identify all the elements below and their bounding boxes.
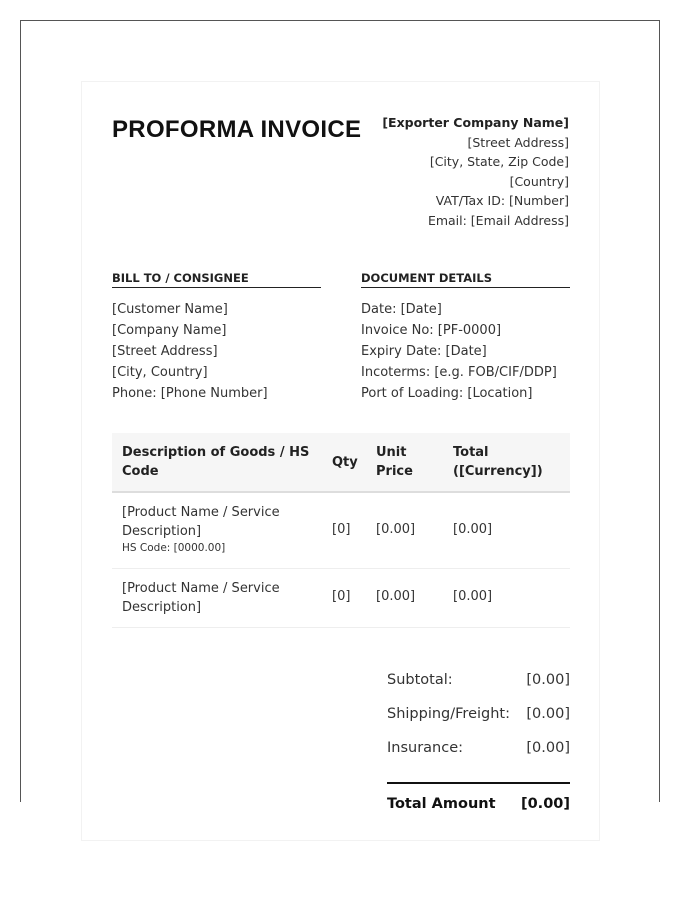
port-of-loading: Port of Loading: [Location] — [361, 386, 533, 401]
insurance-value: [0.00] — [526, 740, 570, 756]
expiry-date: Expiry Date: [Date] — [361, 344, 487, 359]
totals-section — [387, 672, 570, 822]
header-unit-price: Unit Price — [376, 445, 413, 479]
invoice-number: Invoice No: [PF-0000] — [361, 323, 502, 338]
item-hs-code: HS Code: [0000.00] — [122, 542, 226, 554]
bill-to-details — [112, 299, 268, 404]
shipping-row — [387, 706, 570, 740]
total-amount-value: [0.00] — [520, 796, 570, 812]
shipping-value: [0.00] — [526, 706, 570, 722]
subtotal-value: [0.00] — [526, 672, 570, 688]
customer-name: [Customer Name] — [112, 302, 228, 317]
item-description: [Product Name / Service Description] — [122, 581, 280, 615]
incoterms: Incoterms: [e.g. FOB/CIF/DDP] — [361, 365, 557, 380]
item-total: [0.00] — [453, 522, 493, 537]
header-description: Description of Goods / HS Code — [122, 445, 310, 479]
exporter-info — [382, 113, 569, 231]
header-qty: Qty — [332, 455, 358, 470]
exporter-city: [City, State, Zip Code] — [429, 154, 569, 170]
item-total: [0.00] — [453, 589, 493, 604]
subtotal-label: Subtotal: — [387, 672, 453, 688]
shipping-label: Shipping/Freight: — [387, 706, 510, 722]
header-total: Total ([Currency]) — [453, 445, 543, 479]
item-description: [Product Name / Service Description] — [122, 505, 280, 539]
document-details — [361, 299, 557, 404]
item-qty: [0] — [332, 522, 351, 537]
exporter-email: Email: [Email Address] — [427, 212, 569, 228]
document-title: PROFORMA INVOICE — [112, 116, 362, 143]
customer-city-country: [City, Country] — [112, 365, 208, 380]
item-description-cell — [122, 579, 322, 617]
total-amount-row — [387, 782, 570, 822]
invoice-sheet — [81, 81, 600, 841]
item-unit-price: [0.00] — [376, 589, 416, 604]
table-row — [112, 493, 570, 569]
item-unit-price: [0.00] — [376, 522, 416, 537]
page-frame — [20, 20, 660, 812]
items-table — [112, 433, 570, 628]
document-details-heading: DOCUMENT DETAILS — [361, 271, 570, 288]
exporter-company-name: [Exporter Company Name] — [382, 115, 569, 130]
items-table-header — [112, 433, 570, 493]
insurance-label: Insurance: — [387, 740, 464, 756]
total-amount-label: Total Amount — [387, 796, 496, 812]
exporter-country: [Country] — [509, 173, 569, 189]
table-row — [112, 569, 570, 628]
customer-phone: Phone: [Phone Number] — [112, 386, 268, 401]
insurance-row — [387, 740, 570, 774]
subtotal-row — [387, 672, 570, 706]
document-date: Date: [Date] — [361, 302, 442, 317]
bill-to-heading: BILL TO / CONSIGNEE — [112, 271, 321, 288]
customer-street: [Street Address] — [112, 344, 218, 359]
item-description-cell — [122, 503, 322, 556]
exporter-street: [Street Address] — [467, 134, 569, 150]
item-qty: [0] — [332, 589, 351, 604]
customer-company: [Company Name] — [112, 323, 227, 338]
exporter-vat: VAT/Tax ID: [Number] — [435, 193, 569, 209]
